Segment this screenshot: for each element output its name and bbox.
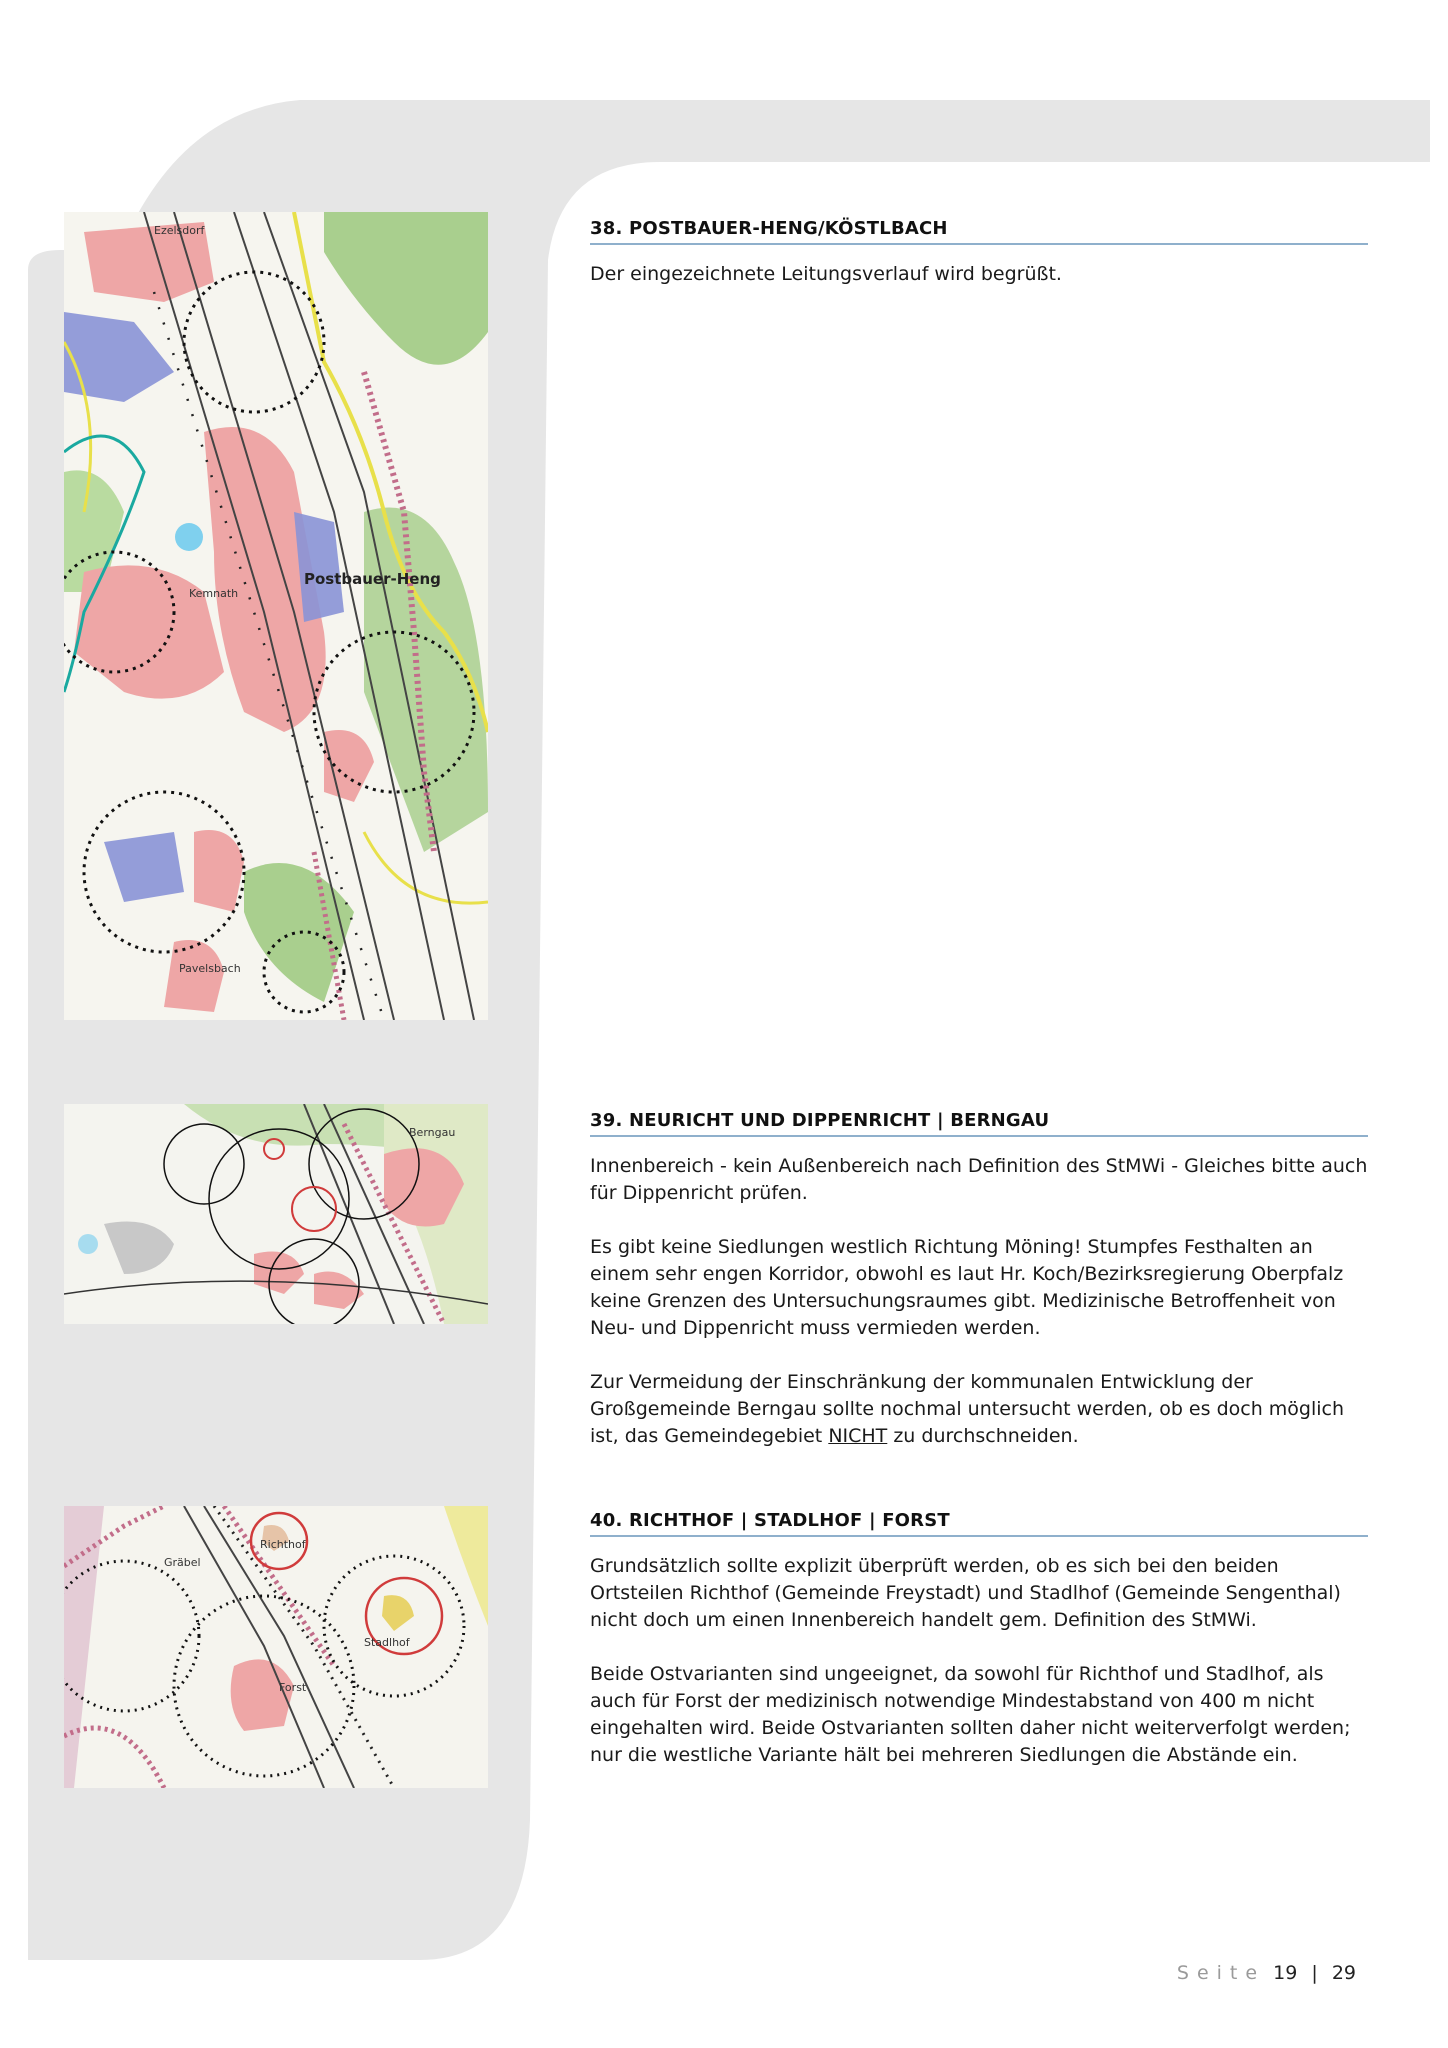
section-39-paragraph-3 xyxy=(590,1369,1368,1450)
map1-label-pavelsbach: Pavelsbach xyxy=(179,962,241,975)
map-postbauer-heng xyxy=(64,212,488,1020)
section-39-p3-before: Zur Vermeidung der Einschränkung der kommunalen Entwicklung der Großgemeinde Berngau sollte nochmal untersucht werden, ob es doch möglich ist, das Gemeindegebiet xyxy=(590,1371,1345,1447)
section-39-paragraph-1: Innenbereich - kein Außenbereich nach Definition des StMWi - Gleiches bitte auch für Dippenricht prüfen. xyxy=(590,1155,1368,1204)
section-38-title: 38. POSTBAUER-HENG/KÖSTLBACH xyxy=(590,218,1368,245)
section-40-paragraph-2: Beide Ostvarianten sind ungeeignet, da sowohl für Richthof und Stadlhof, als auch für Forst der medizinisch notwendige Mindestabstand von 400 m nicht eingehalten wird. Beide Ostvarianten sollten daher nicht weiterverfolgt werden; nur die westliche Variante hält bei mehreren Siedlungen die Abstände ein. xyxy=(590,1663,1351,1766)
section-40-paragraph-1: Grundsätzlich sollte explizit überprüft werden, ob es sich bei den beiden Ortsteilen Richthof (Gemeinde Freystadt) und Stadlhof (Gemeinde Sengenthal) nicht doch um einen Innenbereich handelt gem. Definition des StMWi. xyxy=(590,1555,1341,1631)
map3-label-richthof: Richthof xyxy=(260,1538,306,1551)
section-38 xyxy=(590,218,1368,288)
section-39 xyxy=(590,1110,1368,1450)
map-richthof-stadlhof-forst xyxy=(64,1506,488,1788)
section-39-p3-after: zu durchschneiden. xyxy=(887,1425,1079,1447)
map2-label-berngau: Berngau xyxy=(409,1126,456,1139)
map1-label-kemnath: Kemnath xyxy=(189,587,239,600)
map1-label-ezelsdorf: Ezelsdorf xyxy=(154,224,205,237)
footer-page-number: 19 xyxy=(1273,1962,1298,1984)
section-39-paragraph-2: Es gibt keine Siedlungen westlich Richtung Möning! Stumpfes Festhalten an einem sehr engen Korridor, obwohl es laut Hr. Koch/Bezirksregierung Oberpfalz keine Grenzen des Untersuchungsraumes gibt. Medizinische Betroffenheit von Neu- und Dippenricht muss vermieden werden. xyxy=(590,1236,1344,1339)
map3-label-forst: Forst xyxy=(279,1681,307,1694)
map3-label-graebel: Gräbel xyxy=(164,1556,201,1569)
map-neuricht-dippenricht xyxy=(64,1104,488,1324)
section-38-paragraph-1: Der eingezeichnete Leitungsverlauf wird begrüßt. xyxy=(590,263,1062,285)
map1-label-postbauer-heng: Postbauer-Heng xyxy=(304,570,441,588)
section-40 xyxy=(590,1510,1368,1769)
footer-page-label: Seite xyxy=(1176,1962,1266,1984)
map3-label-stadlhof: Stadlhof xyxy=(364,1636,410,1649)
section-39-p3-nicht: NICHT xyxy=(828,1425,888,1447)
section-40-title: 40. RICHTHOF | STADLHOF | FORST xyxy=(590,1510,1368,1537)
footer-separator: | xyxy=(1311,1962,1318,1984)
page-footer xyxy=(1177,1962,1356,1984)
footer-page-total: 29 xyxy=(1331,1962,1356,1984)
section-39-title: 39. NEURICHT UND DIPPENRICHT | BERNGAU xyxy=(590,1110,1368,1137)
